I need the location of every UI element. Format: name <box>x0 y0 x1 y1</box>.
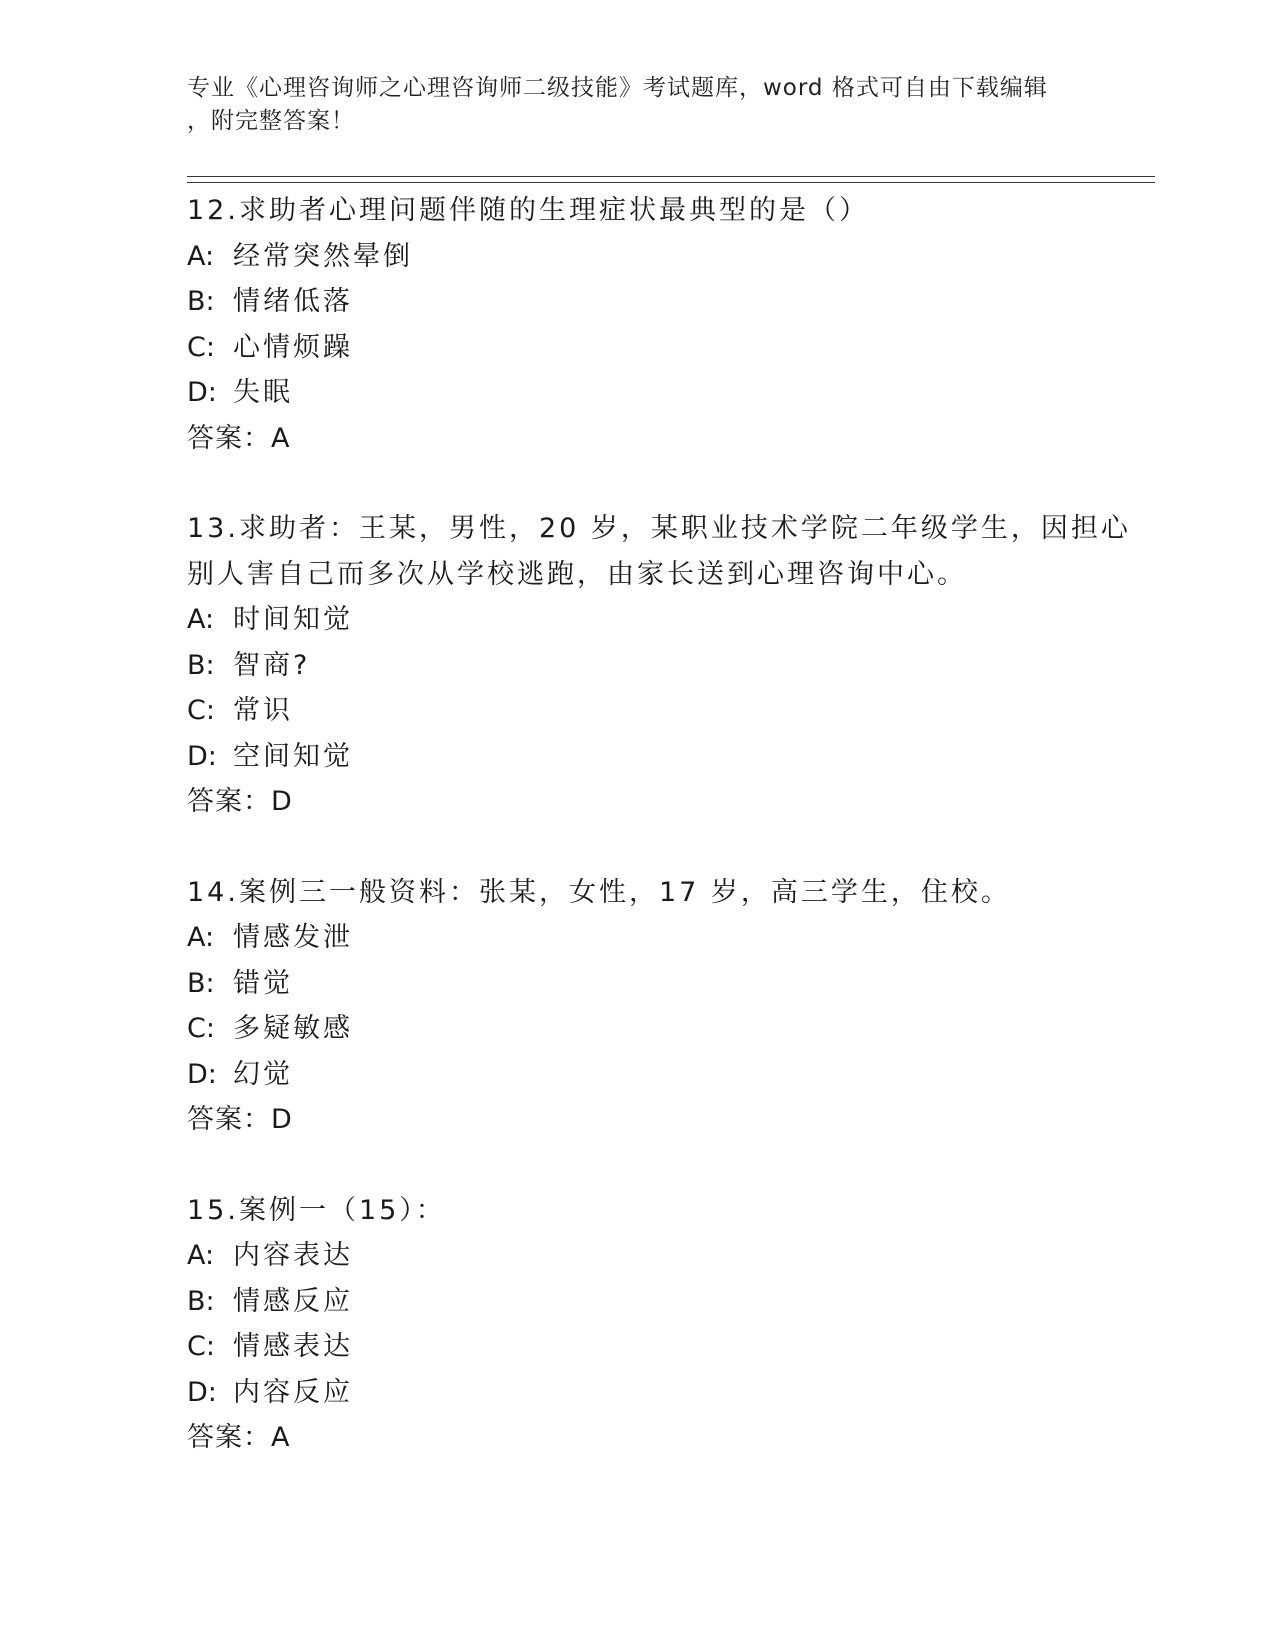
question-stem: 12.求助者心理问题伴随的生理症状最典型的是（） <box>187 195 869 226</box>
option-a <box>187 915 1087 961</box>
option-letter: B: <box>187 1285 215 1317</box>
option-text: 经常突然晕倒 <box>233 240 413 272</box>
header-divider-bottom <box>187 182 1155 183</box>
header-divider-top <box>187 176 1155 177</box>
option-letter: B: <box>187 286 215 317</box>
option-text: 错觉 <box>233 967 293 999</box>
option-a <box>187 234 1087 280</box>
option-text: 内容表达 <box>233 1240 353 1271</box>
question-12 <box>187 188 1087 461</box>
option-a <box>187 597 1087 643</box>
question-stem: 13.求助者：王某，男性，20 岁，某职业技术学院二年级学生，因担心 <box>187 513 1131 544</box>
option-c <box>187 325 1087 371</box>
option-letter: D: <box>187 740 217 772</box>
answer-line: 答案：D <box>187 786 293 817</box>
option-c <box>187 688 1087 734</box>
question-stem-continued: 别人害自己而多次从学校逃跑，由家长送到心理咨询中心。 <box>187 558 967 590</box>
option-d <box>187 370 1087 416</box>
header-line-1: 专业《心理咨询师之心理咨询师二级技能》考试题库，word 格式可自由下载编辑 <box>187 75 1048 101</box>
option-text: 空间知觉 <box>233 740 353 772</box>
answer-line: 答案：A <box>187 422 291 454</box>
answer-line: 答案：D <box>187 1104 293 1135</box>
option-text: 失眠 <box>233 377 293 408</box>
option-d <box>187 1370 1087 1416</box>
question-list <box>187 188 1131 1506</box>
option-letter: A: <box>187 240 215 272</box>
option-text: 常识 <box>233 695 293 726</box>
question-stem: 14.案例三一般资料：张某，女性，17 岁，高三学生，住校。 <box>187 876 1011 908</box>
option-a <box>187 1233 1087 1279</box>
option-text: 情感表达 <box>233 1331 353 1362</box>
question-15 <box>187 1188 1087 1461</box>
option-letter: B: <box>187 649 215 681</box>
question-stem: 15.案例一（15）： <box>187 1194 446 1226</box>
option-text: 多疑敏感 <box>233 1013 353 1044</box>
option-b <box>187 1279 1087 1325</box>
option-letter: B: <box>187 967 215 999</box>
option-text: 时间知觉 <box>233 604 353 635</box>
option-letter: D: <box>187 377 217 408</box>
option-letter: D: <box>187 1376 217 1408</box>
document-header <box>187 72 1067 138</box>
option-letter: C: <box>187 1331 215 1362</box>
option-letter: C: <box>187 695 215 726</box>
option-letter: D: <box>187 1058 217 1090</box>
question-13 <box>187 506 1131 825</box>
option-d <box>187 734 1087 780</box>
question-14 <box>187 870 1087 1143</box>
option-text: 内容反应 <box>233 1376 353 1408</box>
option-c <box>187 1324 1087 1370</box>
option-letter: A: <box>187 922 215 953</box>
answer-line: 答案：A <box>187 1422 291 1453</box>
option-letter: C: <box>187 331 215 363</box>
option-text: 智商? <box>233 649 311 681</box>
option-b <box>187 279 1087 325</box>
option-letter: A: <box>187 1240 215 1271</box>
option-b <box>187 643 1087 689</box>
option-b <box>187 961 1087 1007</box>
option-letter: C: <box>187 1013 215 1044</box>
option-c <box>187 1006 1087 1052</box>
option-text: 心情烦躁 <box>233 331 353 363</box>
option-d <box>187 1052 1087 1098</box>
option-letter: A: <box>187 604 215 635</box>
option-text: 幻觉 <box>233 1058 293 1090</box>
header-line-2: ，附完整答案！ <box>187 108 355 134</box>
option-text: 情感反应 <box>233 1285 353 1317</box>
option-text: 情绪低落 <box>233 286 353 317</box>
option-text: 情感发泄 <box>233 922 353 953</box>
